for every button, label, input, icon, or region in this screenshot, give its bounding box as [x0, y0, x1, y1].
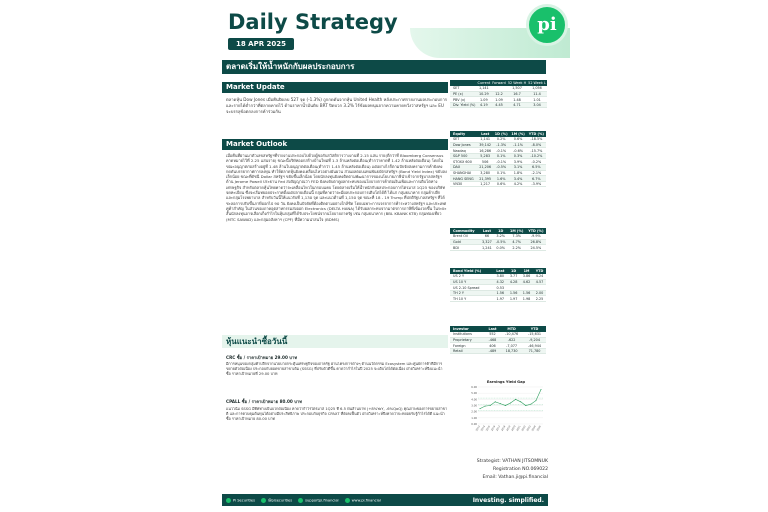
report-date: 18 APR 2025 [228, 38, 294, 50]
table-cell: Dow Jones [450, 142, 477, 148]
table-cell: 0.1% [493, 170, 510, 176]
table-cell: 0.2% [493, 137, 510, 143]
col-header: Forward [492, 80, 506, 85]
col-header: 1D (%) [494, 131, 508, 136]
table-cell: 1.56 [507, 290, 520, 296]
table-cell: Nasdaq [450, 148, 477, 154]
table-cell: 3.1% [509, 165, 526, 171]
table-cell: 1.6% [493, 176, 510, 182]
table-cell: Div. Yield (%) [450, 102, 476, 108]
col-header: YTD (%) [526, 228, 546, 234]
table-cell: -0.1% [493, 148, 510, 154]
table-cell: BDI [450, 245, 480, 251]
table-cell: 3.80 [493, 274, 507, 280]
table-cell: 1.56 [520, 290, 533, 296]
equity-table [450, 131, 546, 187]
table-cell: 4.62 [520, 279, 533, 285]
table-cell: 4.7% [508, 239, 526, 245]
table-cell: US 2-10 Spread [450, 285, 493, 291]
table-cell: -0.1% [493, 159, 510, 165]
table-cell: 71,780 [523, 348, 546, 354]
market-outlook-text: เมื่อคืนที่ผ่านมาตัวเลขสหรัฐฯที่รายงานประกอบไปด้วยผู้ขอรับสวัสดิการว่างงานที่ 2.15 แสน ราย(ดีกว่าที่ Bloomberg Consensus คาดหมายไว้ที่ 2.25 แสนราย) ขณะนี้บริษัทออกสร้างบ้านใหม่ที่ 1.3 ล้านหลังต่อเดือน(ต่ำกว่าคาดที่ 1.42 ล้านหลังต่อเดือน) โดยในขณะอนุญาตก่อสร้างอยู่ที่ 1.48 ล้านใบอนุญาตต่อเดือน(ต่ำกว่า 1.45 ล้านหลังต่อเดือน) แต่อย่างไรก็ตามปัจจัยสงครามการค้ายังคงกดดันบรรยากาศการลงทุน ทำให้ตลาดหุ้นยังคงเคลื่อนไหวอย่างผันผวน ส่วนผลตอบแทนพันธบัตรสหรัฐฯ (Bond Yield Index) ขยับลงเล็กน้อย ขณะที่ดัชนี Dollar สหรัฐฯ ขยับขึ้นเล็กน้อย โดยนักลงทุนยังคงติดตามพัฒนาการของนโยบายภาษีนำเข้าจากรัฐบาลสหรัฐฯ ด้าน Jerome Powell ประธาน Fed ส่งสัญญาณว่า FED ยังคงจับตาดูผลกระทบของนโยบายการค้าต่อเงินเฟ้อและการเติบโตทางเศรษฐกิจ สำหรับตลาดหุ้นไทยคาดว่าจะเคลื่อนไหวในกรอบแคบ โดยตลาดเริ่มให้น้ำหนักกับผลประกอบการไตรมาส 1Q25 ของบริษัทจดทะเบียน ซึ่งจะเริ่มทยอยประกาศตั้งแต่ปลายเดือนนี้ กลุ่มที่คาดว่าจะมีผลประกอบการเติบโตได้ดี ได้แก่ กลุ่มธนาคาร กลุ่มค้าปลีก และกลุ่มโรงพยาบาล สำหรับวันนี้ให้แนวรับที่ 1,130 จุด และแนวต้านที่ 1,150 จุด ขณะที่ 18 - 19 Trump ที่ปกติรัฐบาลสหรัฐฯ ที่ได้ชะลอการปรับขึ้นภาษีออกไป 90 วัน ยังคงเป็นปัจจัยที่ต้องติดตามอย่างใกล้ชิด โดยเฉพาะการเจรจาการค้าระหว่างสหรัฐฯ และประเทศคู่ค้าสำคัญ ในส่วนของภาคอุตสาหกรรมส่งออก Electronics (DELTA HANA) ได้รับผลกระทบจากมาตรการภาษีที่เข้มงวดขึ้น ในระยะสั้นนักลงทุนอาจเลือกเก็งกำไรในหุ้นกลุ่มที่ได้รับประโยชน์จากนโยบายภาครัฐ เช่น กลุ่มธนาคาร (BBL KBANK KTB) กลุ่มท่องเที่ยว (MTC SAWAD) และกลุ่มอสังหาฯ (CPF) ที่มีความน่าสนใจ (BDMS) [226, 153, 447, 222]
table-cell: -2.1% [527, 170, 546, 176]
table-cell: -0.5% [494, 239, 508, 245]
col-header: Commodity [450, 228, 480, 234]
x-tick-label: 2014 [480, 425, 486, 432]
page-title: Daily Strategy [228, 10, 398, 34]
investor-rows [450, 332, 546, 354]
table-cell: 21,395 [479, 176, 492, 181]
table-row [450, 348, 546, 354]
table-cell: Proprietary [450, 337, 485, 343]
table-cell: 1.09 [491, 97, 507, 103]
table-cell: 3.04 [527, 102, 547, 108]
y-tick-label: 3.00 [471, 404, 477, 408]
col-header: 1M (%) [508, 228, 526, 234]
x-tick-label: 2016 [490, 425, 497, 432]
table-cell: Brent Oil [450, 234, 480, 240]
table-cell: -1.3% [493, 142, 510, 148]
x-tick-label: 2018 [500, 425, 507, 432]
table-cell: 2.00 [533, 290, 546, 296]
table-cell: -8.0% [527, 142, 546, 148]
footer [222, 494, 548, 506]
table-cell: 3.9% [509, 159, 526, 165]
table-cell: 21,206 [479, 165, 492, 170]
table-cell: 0.0% [494, 245, 508, 251]
table-cell: 4.57 [533, 279, 546, 285]
table-cell: S&P 500 [450, 153, 477, 159]
table-cell: 1.56 [493, 290, 507, 296]
data-point [490, 405, 491, 406]
table-cell: -15.7% [527, 148, 546, 154]
col-header: YTD [523, 326, 546, 332]
table-cell: VN30 [450, 181, 477, 187]
table-cell: 1,141 [476, 86, 491, 92]
table-row [450, 245, 546, 251]
x-tick-label: 2015 [485, 425, 492, 432]
col-header: YTD (%) [527, 131, 546, 137]
table-cell: Institutions [450, 332, 485, 338]
table-cell: 66 [480, 234, 494, 240]
table-cell: 1,507 [507, 86, 527, 92]
table-cell: 39,142 [479, 142, 492, 147]
data-point [480, 408, 481, 409]
x-tick-label: 2017 [495, 425, 502, 432]
pi-logo: pi [526, 4, 568, 46]
table-row [450, 170, 546, 176]
footer-link-email[interactable]: supportpi.financial [298, 498, 338, 503]
table-cell: 1,056 [527, 86, 547, 92]
globe-icon [345, 498, 350, 503]
data-point [505, 405, 506, 406]
pick-1-header: CRC ซื้อ / ราคาเป้าหมาย 29.00 บาท [226, 355, 298, 360]
table-cell: 2.25 [533, 296, 546, 302]
table-cell: 3,280 [477, 170, 492, 176]
strategist-email: Email: Vathan.ji@pi.financial [482, 475, 548, 480]
table-cell: 0.6% [493, 181, 510, 187]
table-cell: 4.2% [509, 181, 526, 187]
table-cell: 1,217 [477, 181, 492, 187]
table-cell: -0.5% [493, 165, 510, 171]
table-cell: PBV (x) [450, 97, 476, 103]
table-row [450, 153, 546, 159]
valuation-table [450, 80, 546, 108]
strategist-name: Strategist: VATHAN JITSOMNUK [476, 459, 548, 464]
x-tick-label: 2025 [536, 425, 542, 432]
data-point [515, 399, 516, 400]
table-cell: DAX [450, 165, 477, 171]
table-cell: Retail [450, 348, 485, 354]
col-header: Equity [450, 131, 477, 137]
table-row [450, 181, 546, 187]
table-cell: 1.8% [509, 170, 526, 176]
table-cell: -46,944 [523, 343, 546, 349]
y-tick-label: 2.00 [471, 410, 477, 414]
table-cell: 12.2 [491, 91, 507, 97]
table-cell: 6.5% [527, 165, 546, 171]
x-tick-label: 2021 [515, 425, 522, 432]
data-point [500, 403, 501, 404]
commodity-table [450, 228, 546, 251]
table-cell: 0.3% [509, 153, 526, 159]
footer-link-web[interactable]: www.pi.financial [345, 498, 381, 503]
table-cell: 4.24 [533, 274, 546, 280]
equity-rows [450, 137, 546, 187]
table-cell: TH 2 Y [450, 290, 493, 296]
table-cell: 3.86 [520, 274, 533, 280]
y-tick-label: 1.00 [471, 416, 477, 420]
commodity-rows [450, 234, 546, 251]
footer-link-social[interactable]: @pisecurities [261, 498, 292, 503]
table-cell: Gold [450, 239, 480, 245]
table-cell: 3,327 [480, 239, 494, 245]
table-cell: 506 [477, 159, 492, 165]
series-line [480, 389, 541, 408]
table-cell: 7.3% [508, 234, 526, 240]
col-header: 1M (%) [511, 131, 525, 136]
table-cell: 1.48 [507, 97, 527, 103]
pick-1-text: มีการหนุนของกลุ่มค้าปลีกจากนโยบายกระตุ้นเศรษฐกิจของภาครัฐ ผ่านโครงการต่างๆ ด้านนวัตกรรม Ecosystem และศูนย์การค้าที่มีการขยายตัวต่อเนื่อง ประกอบกับยอดขายสาขาเดิม (SSSG) ที่ปรับตัวดีขึ้น คาดว่ากำไรในปี 2025 จะเติบโตได้ต่อเนื่อง ฝ่ายวิเคราะห์จึงแนะนำ ซื้อ ราคาเป้าหมายที่ 29.00 บาท [226, 362, 443, 376]
table-cell: -0.6% [509, 148, 526, 154]
bond-rows [450, 274, 546, 302]
table-cell: 0.53 [493, 285, 507, 291]
table-cell: 1.97 [493, 296, 507, 302]
table-cell: -10.2% [527, 153, 546, 159]
chart-svg [466, 378, 546, 438]
data-point [485, 406, 486, 407]
table-cell: 3.77 [507, 274, 520, 280]
x-tick-label: 2022 [520, 425, 527, 432]
data-point [520, 401, 521, 402]
table-cell: 18,730 [500, 348, 523, 354]
data-point [541, 389, 542, 390]
col-header: Bond Yield (%) [450, 268, 493, 274]
table-row [450, 142, 546, 148]
table-cell: SHANGHAI [450, 170, 477, 176]
credits [454, 458, 548, 482]
y-tick-label: 4.00 [471, 398, 477, 402]
facebook-icon [226, 498, 231, 503]
y-tick-label: 6.00 [471, 386, 477, 389]
table-cell: -9.9% [526, 234, 546, 240]
col-header: Last [493, 268, 507, 274]
earnings-yield-gap-chart [466, 378, 546, 438]
x-tick-label: 2024 [531, 425, 537, 432]
col-header: Last [477, 131, 492, 137]
table-cell: SET [450, 137, 477, 143]
table-cell: 0.6% [509, 137, 526, 143]
col-header: 1D [507, 268, 520, 274]
table-cell: 3.4% [509, 176, 526, 182]
pick-2-text: แนวโน้ม SSSG มีทิศทางเป็นบวกต่อเนื่อง คาดว่ากำไรไตรมาส 1Q25 ที่ 6.5 พันล้านบาท (+8%YoY, -6%QoQ) คุณภาพของการขยายสาขาดี และการควบคุมต้นทุนได้อย่างมีประสิทธิภาพ ประกอบกับธุรกิจ CPAXT ที่ยังคงฟื้นตัว ฝ่ายวิเคราะห์จึงคาดว่าจะทยอยรับรู้กำไรได้ดี แนะนำ ซื้อ ราคาเป้าหมาย 80.00 บาท [226, 407, 448, 421]
table-cell: 26.8% [526, 239, 546, 245]
table-cell: 4.71 [507, 102, 527, 108]
table-cell: 1,141 [477, 137, 492, 143]
table-cell: 1.98 [520, 296, 533, 302]
footer-link-facebook[interactable]: Pi Securities [226, 498, 255, 503]
col-header: YTD [533, 268, 546, 274]
data-point [535, 400, 536, 401]
table-cell: 1.01 [527, 97, 547, 103]
table-cell: 16,286 [479, 148, 492, 153]
col-header: MTD [500, 326, 523, 332]
x-tick-label: 2020 [510, 425, 517, 432]
table-cell: 6.7% [527, 176, 546, 182]
table-cell: HANG SENG [450, 176, 477, 182]
stocks-of-day-heading: หุ้นแนะนำซื้อวันนี้ [222, 335, 448, 348]
registration-no: Registration NO.069022 [492, 467, 548, 472]
table-cell: -3.9% [527, 181, 546, 187]
table-cell: 2.2% [508, 245, 526, 251]
table-cell: -622 [500, 337, 523, 343]
table-cell: 11.4 [527, 91, 547, 97]
headline-banner: ตลาดเริ่มให้น้ำหนักกับผลประกอบการ [222, 60, 546, 74]
table-cell: -468 [485, 337, 500, 343]
table-cell: -15,631 [523, 332, 546, 338]
table-cell: Foreign [450, 343, 485, 349]
market-outlook-heading: Market Outlook [222, 139, 448, 150]
col-header: Investor [450, 326, 485, 332]
table-cell: 3.2% [494, 234, 508, 240]
header [0, 0, 768, 58]
mail-icon [298, 498, 303, 503]
instagram-icon [261, 498, 266, 503]
table-cell: 406 [485, 343, 500, 349]
table-cell: 5,283 [477, 153, 492, 159]
table-cell: -7,077 [500, 343, 523, 349]
table-cell: PE (x) [450, 91, 476, 97]
data-point [510, 403, 511, 404]
col-header: 52 Week L [528, 80, 546, 85]
pick-2-header: CPALL ซื้อ / ราคาเป้าหมาย 80.00 บาท [226, 399, 303, 404]
table-row [450, 102, 547, 108]
data-point [530, 404, 531, 405]
table-cell: SET [450, 86, 476, 92]
col-header: 52 Week H [507, 80, 527, 85]
table-cell: 4.28 [507, 279, 520, 285]
col-header: 1M [520, 268, 533, 274]
col-header: Last [485, 326, 500, 332]
table-cell: US 2 Y [450, 274, 493, 280]
x-tick-label: 2013 [475, 425, 481, 432]
table-cell: -0.2% [527, 159, 546, 165]
col-header: 1D [494, 228, 508, 234]
table-cell: 0.1% [493, 153, 510, 159]
footer-slogan: Investing. simplified. [472, 496, 544, 504]
y-tick-label: 0.00 [471, 423, 477, 426]
data-point [495, 401, 496, 402]
x-tick-label: 2019 [505, 425, 512, 432]
table-cell: -9,204 [523, 337, 546, 343]
table-cell: 1,241 [480, 245, 494, 251]
table-row [450, 176, 546, 182]
table-cell: -10,476 [500, 332, 523, 338]
y-tick-label: 5.00 [471, 392, 477, 396]
table-cell: US 10 Y [450, 279, 493, 285]
col-header: Last [480, 228, 494, 234]
market-update-heading: Market Update [222, 82, 448, 93]
table-cell: 1.97 [507, 296, 520, 302]
table-cell: STOXX 600 [450, 159, 477, 165]
table-cell: 10.29 [476, 91, 491, 97]
col-header: Current [477, 80, 491, 85]
data-point [525, 405, 526, 406]
table-cell: 552 [485, 332, 500, 338]
bond-table [450, 268, 546, 302]
table-row [450, 159, 546, 165]
table-cell: 24.5% [526, 245, 546, 251]
table-cell: -1.1% [509, 142, 526, 148]
investor-table [450, 326, 546, 354]
table-cell: 4.19 [476, 102, 491, 108]
table-cell: TH 10 Y [450, 296, 493, 302]
table-cell: -18.5% [527, 137, 546, 143]
market-update-text: ตลาดหุ้น Dow Jones เมื่อคืนปิดลบ 527 จุด (-1.3%) ถูกกดดันจากหุ้น United Health หลังประกาศรายงานผลประกอบการและรายได้ต่ำกว่าที่ตลาดคาดไว้ ด้านราคาน้ำมันดิบ BRT ปิดบวก 3.2% ไร้ข้อผลหนุนจากความคาดหวังว่าสหรัฐฯ และ EU จะบรรลุข้อตกลงการค้าร่วมกัน [226, 97, 448, 115]
valuation-rows [450, 86, 547, 108]
x-tick-label: 2023 [526, 425, 532, 432]
table-row [450, 148, 546, 154]
table-cell: 4.45 [491, 102, 507, 108]
table-cell: 4.32 [493, 279, 507, 285]
table-row [450, 296, 546, 302]
table-cell: 16.7 [507, 91, 527, 97]
table-cell: 1.09 [476, 97, 491, 103]
table-row [450, 97, 547, 103]
table-cell: -489 [485, 348, 500, 354]
chart-title: Earnings Yield Gap [486, 380, 526, 384]
